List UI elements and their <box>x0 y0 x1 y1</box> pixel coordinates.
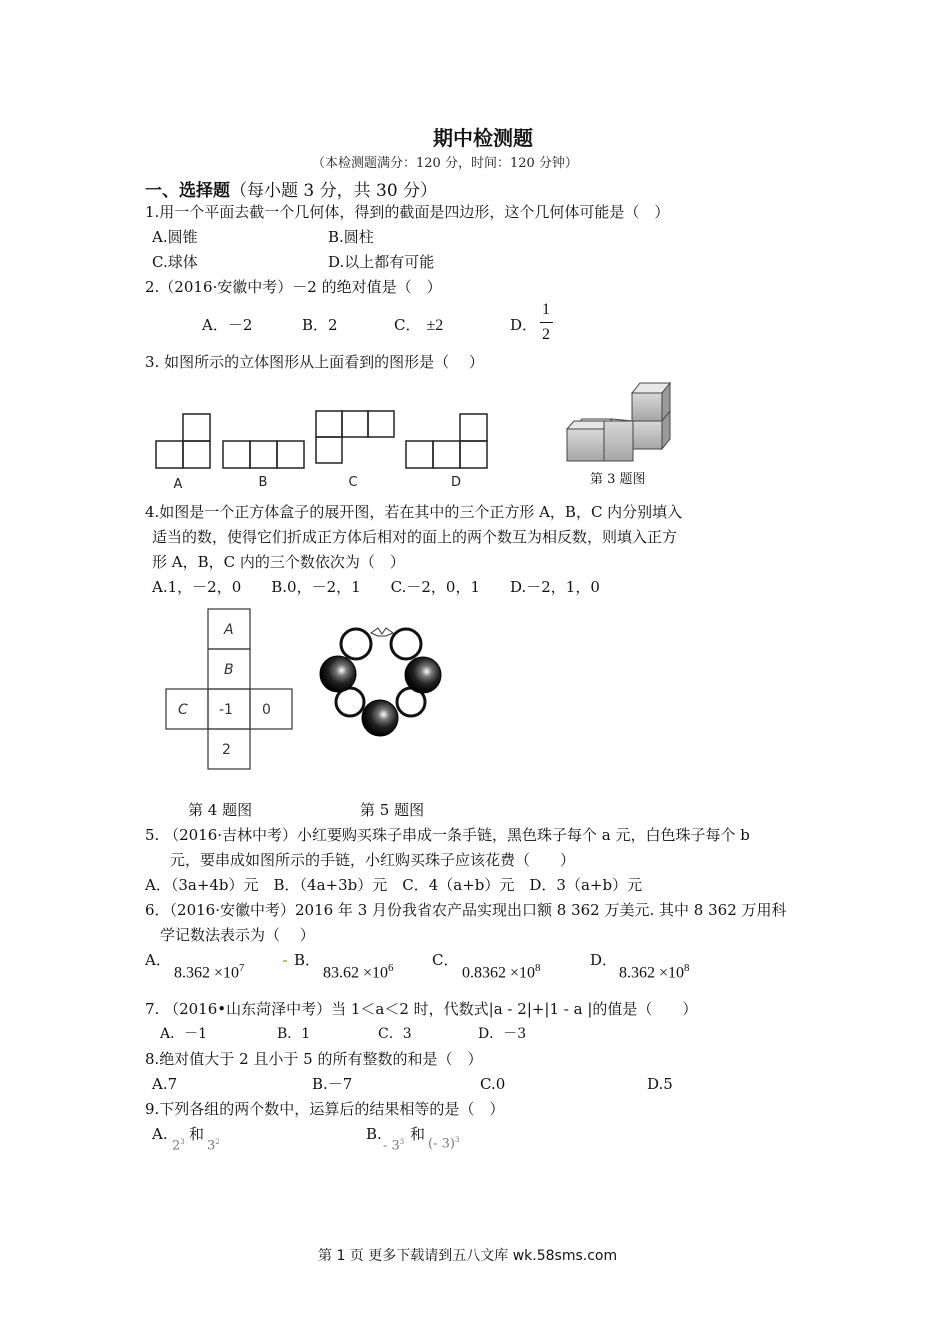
q9-b-left <box>383 1138 404 1153</box>
net-cell-minus-1: -1 <box>219 702 233 718</box>
q3-figure-caption: 第 3 题图 <box>590 472 646 487</box>
q9-a-and: 和 <box>189 1125 205 1143</box>
q6-option-a-label: A． <box>145 951 171 969</box>
question-9-stem: 9.下列各组的两个数中，运算后的结果相等的是（ ） <box>145 1100 505 1118</box>
q4-cube-net <box>164 606 296 774</box>
q6-option-d-label: D． <box>590 951 618 969</box>
q5-figure-caption: 第 5 题图 <box>360 801 425 819</box>
q4-options: A.1，－2，0 B.0，－2，1 C.－2，0，1 D.－2，1，0 <box>152 578 600 596</box>
question-7-stem: 7. （2016•山东菏泽中考）当 1＜a＜2 时，代数式|a - 2|+|1 - a |的值是（ ） <box>145 1000 698 1018</box>
q2-option-b: B．2 <box>302 316 338 334</box>
page-footer: 第 1 页 更多下载请到五八文库 wk.58sms.com <box>318 1248 618 1264</box>
q6-option-b-label: B． <box>294 951 321 969</box>
question-6-line-1: 6．（2016·安徽中考）2016 年 3 月份我省农产品实现出口额 8 362 万美元. 其中 8 362 万用科 <box>145 901 787 919</box>
q6-option-c-value <box>462 962 541 982</box>
q1-option-c: C.球体 <box>152 253 198 271</box>
q7-option-a: A．－1 <box>160 1026 208 1042</box>
q6-option-a-value <box>174 962 245 982</box>
q3-option-figures <box>150 405 510 495</box>
q6-b-mantissa: 83.62 ×10 <box>323 964 389 982</box>
q6-a-mantissa: 8.362 ×10 <box>174 964 240 982</box>
q9-option-b-label: B. <box>366 1125 382 1143</box>
q6-c-exponent: 8 <box>535 962 541 974</box>
q9-b-right-base: (- 3) <box>428 1136 455 1152</box>
section-heading <box>145 176 437 201</box>
q9-b-left-base: - 3 <box>383 1138 400 1154</box>
q2-fraction-denominator: 2 <box>542 326 550 343</box>
section-note: （每小题 3 分，共 30 分） <box>230 181 438 201</box>
q3-label-c: C <box>348 475 358 490</box>
q6-d-exponent: 8 <box>684 962 690 974</box>
q5-bracelet-figure <box>316 624 446 742</box>
question-4-line-2: 适当的数，使得它们折成正方体后相对的面上的两个数互为相反数，则填入正方 <box>152 528 678 546</box>
stray-mark <box>283 960 287 962</box>
page-title: 期中检测题 <box>433 126 533 150</box>
q2-option-d-label: D． <box>510 316 538 334</box>
q9-a-left-exp: 3 <box>180 1138 185 1146</box>
q9-a-left <box>172 1138 185 1153</box>
q6-c-mantissa: 0.8362 ×10 <box>462 964 536 982</box>
net-cell-c: C <box>178 702 188 718</box>
question-6-line-2: 学记数法表示为（ ） <box>160 926 315 944</box>
q6-option-b-value <box>323 962 394 982</box>
q3-label-b: B <box>258 475 268 490</box>
q9-a-right-base: 3 <box>207 1138 216 1154</box>
q9-option-a-label: A. <box>152 1125 168 1143</box>
q7-option-d: D．－3 <box>478 1026 527 1042</box>
q6-option-d-value <box>619 962 690 982</box>
q6-b-exponent: 6 <box>388 962 394 974</box>
section-title: 一、选择题 <box>145 181 230 201</box>
q9-b-right-exp: 3 <box>454 1136 460 1144</box>
question-8-stem: 8.绝对值大于 2 且小于 5 的所有整数的和是（ ） <box>145 1050 483 1068</box>
question-4-line-1: 4.如图是一个正方体盒子的展开图，若在其中的三个正方形 A，B，C 内分别填入 <box>145 503 683 521</box>
q7-option-b: B．1 <box>277 1026 311 1042</box>
q2-option-c-label: C． <box>394 316 421 334</box>
net-cell-a: A <box>224 622 234 638</box>
q3-label-a: A <box>173 477 183 492</box>
q1-option-a: A.圆锥 <box>152 228 198 246</box>
question-1-stem: 1.用一个平面去截一个几何体，得到的截面是四边形，这个几何体可能是（ ） <box>145 203 670 221</box>
q1-option-d: D.以上都有可能 <box>328 253 435 271</box>
q9-b-and: 和 <box>410 1125 426 1143</box>
q9-b-left-exp: 3 <box>399 1138 405 1146</box>
q2-fraction-numerator: 1 <box>542 301 550 318</box>
q2-option-c <box>394 315 443 336</box>
q8-option-d: D.5 <box>647 1075 673 1093</box>
q8-option-b: B.－7 <box>312 1075 353 1093</box>
q3-solid-figure <box>560 375 680 465</box>
net-cell-2: 2 <box>222 742 231 758</box>
q9-a-left-base: 2 <box>172 1138 181 1154</box>
fraction-bar <box>540 322 553 323</box>
q6-a-exponent: 7 <box>239 962 245 974</box>
q9-b-right <box>428 1136 459 1151</box>
net-cell-b: B <box>224 662 234 678</box>
q9-a-right <box>207 1138 220 1153</box>
q9-a-right-exp: 2 <box>215 1138 220 1146</box>
q2-option-c-value: ±2 <box>426 317 444 334</box>
question-5-line-1: 5. （2016·吉林中考）小红要购买珠子串成一条手链，黑色珠子每个 a 元，白色珠子每个 b <box>145 826 750 844</box>
q4-figure-caption: 第 4 题图 <box>188 801 253 819</box>
q8-option-a: A.7 <box>152 1075 178 1093</box>
question-5-line-2: 元，要串成如图所示的手链，小红购买珠子应该花费（ ） <box>170 851 576 869</box>
q7-option-c: C．3 <box>378 1026 412 1042</box>
q6-option-c-label: C． <box>432 951 459 969</box>
q8-option-c: C.0 <box>480 1075 506 1093</box>
net-cell-0: 0 <box>262 702 271 718</box>
q6-d-mantissa: 8.362 ×10 <box>619 964 685 982</box>
question-4-line-3: 形 A，B，C 内的三个数依次为（ ） <box>152 553 405 571</box>
question-3-stem: 3. 如图所示的立体图形从上面看到的图形是（ ） <box>145 353 484 371</box>
q1-option-b: B.圆柱 <box>328 228 374 246</box>
page-subtitle: （本检测题满分：120 分，时间：120 分钟） <box>312 156 578 171</box>
q3-label-d: D <box>450 475 462 490</box>
q5-options: A．（3a+4b）元 B．（4a+3b）元 C．4（a+b）元 D．3（a+b）元 <box>145 876 643 894</box>
question-2-stem: 2.（2016·安徽中考）－2 的绝对值是（ ） <box>145 278 442 296</box>
q2-option-a: A．－2 <box>202 316 253 334</box>
